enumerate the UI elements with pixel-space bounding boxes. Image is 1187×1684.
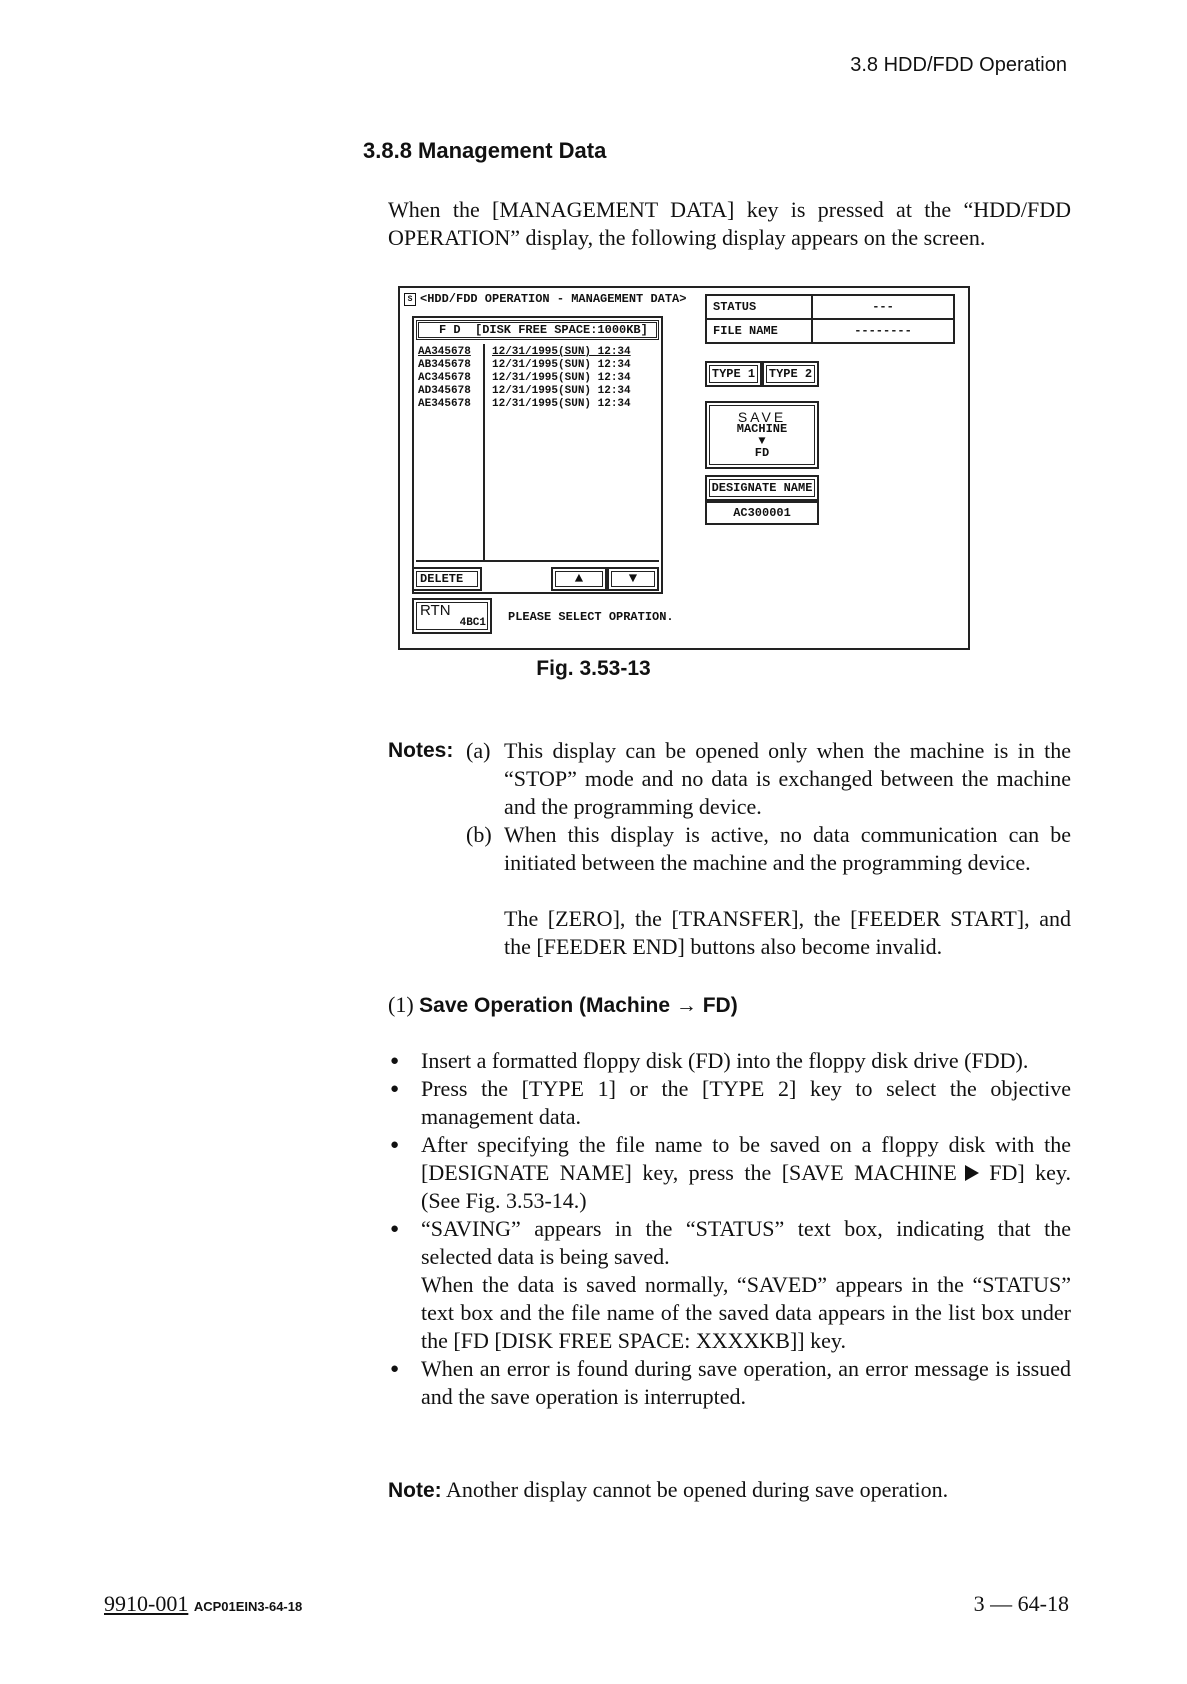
file-list-box: [412, 316, 663, 594]
list-item[interactable]: [416, 359, 631, 372]
file-date: 12/31/1995(SUN) 12:34: [492, 359, 631, 371]
save-fd-label: FD: [754, 446, 770, 460]
status-table: [705, 294, 955, 344]
bullet-4-continuation: When the data is saved normally, “SAVED” appears in the “STATUS” text box and the file name of the saved data appears in the list box under the [FD [DISK FREE SPACE: XXXXKB]] key.: [421, 1272, 1071, 1353]
status-value: ---: [812, 295, 954, 319]
file-list: [416, 346, 631, 411]
return-label: RTN: [420, 602, 451, 619]
fd-disk-free-space-button[interactable]: F D [DISK FREE SPACE:1000KB]: [416, 320, 659, 340]
note-a-text: This display can be opened only when the machine is in the “STOP” mode and no data is exchanged between the machine and the programming device.: [504, 738, 1071, 819]
file-date: 12/31/1995(SUN) 12:34: [492, 385, 631, 397]
file-name: AA345678: [418, 346, 471, 358]
file-name: AB345678: [418, 359, 471, 371]
figure-caption: Fig. 3.53-13: [536, 657, 651, 680]
management-data-screen: [398, 286, 970, 650]
scroll-down-button[interactable]: ▼: [607, 567, 659, 591]
note-b: [466, 821, 1071, 877]
file-date: 12/31/1995(SUN) 12:34: [492, 372, 631, 384]
bullet-3-text-end: FD] key. (See Fig. 3.53-14.): [421, 1160, 1071, 1213]
notes-label: Notes:: [388, 739, 454, 762]
running-header: 3.8 HDD/FDD Operation: [850, 54, 1067, 76]
operation-prompt: PLEASE SELECT OPRATION.: [508, 610, 674, 624]
arrow-down-icon: ▼: [758, 434, 766, 448]
file-name: AD345678: [418, 385, 471, 397]
file-date: 12/31/1995(SUN) 12:34: [492, 346, 631, 358]
final-note-text: Another display cannot be opened during save operation.: [445, 1477, 949, 1502]
type-2-button[interactable]: TYPE 2: [762, 361, 819, 387]
save-steps-list: [388, 1047, 1071, 1411]
file-date: 12/31/1995(SUN) 12:34: [492, 398, 631, 410]
list-item[interactable]: [416, 385, 631, 398]
screen-title-bar: [404, 292, 686, 306]
final-note-label: Note:: [388, 1479, 442, 1502]
list-item: ● When an error is found during save operation, an error message is issued and the save operation is interrupted.: [388, 1355, 1071, 1411]
final-note: [388, 1477, 948, 1503]
list-item: ● “SAVING” appears in the “STATUS” text box, indicating that the selected data is being saved.: [388, 1215, 1071, 1271]
save-operation-title: Save Operation (Machine → FD): [419, 994, 738, 1017]
list-bottom-divider: [416, 560, 659, 562]
type-1-button[interactable]: TYPE 1: [705, 361, 762, 387]
list-item: [388, 1131, 1071, 1215]
file-name-value: --------: [812, 319, 954, 343]
footer-doc-code: [104, 1591, 302, 1617]
return-button[interactable]: [412, 598, 492, 634]
bullet-3-text: After specifying the file name to be saved on a floppy disk with the [DESIGNATE NAME] key, press the [SAVE MACHINE: [421, 1132, 1071, 1185]
delete-button[interactable]: DELETE: [412, 567, 482, 591]
note-a: [466, 737, 1071, 821]
list-item[interactable]: [416, 372, 631, 385]
page-number: 3 — 64-18: [973, 1591, 1069, 1616]
status-label: STATUS: [706, 295, 812, 319]
section-title: 3.8.8 Management Data: [363, 138, 607, 163]
save-label: SAVE: [737, 409, 787, 425]
file-name-label: FILE NAME: [706, 319, 812, 343]
note-b-continuation: The [ZERO], the [TRANSFER], the [FEEDER START], and the [FEEDER END] buttons also become invalid.: [504, 906, 1071, 959]
note-a-tag: (a): [466, 738, 491, 763]
file-name: AE345678: [418, 398, 471, 410]
doc-subcode: ACP01EIN3-64-18: [193, 1599, 303, 1614]
list-item: ● Insert a formatted floppy disk (FD) into the floppy disk drive (FDD).: [388, 1047, 1071, 1075]
list-item[interactable]: [416, 346, 631, 359]
return-sublabel: 4BC1: [459, 617, 486, 629]
file-name: AC345678: [418, 372, 471, 384]
designate-name-button[interactable]: DESIGNATE NAME: [705, 475, 819, 501]
note-b-tag: (b): [466, 822, 492, 847]
triangle-right-icon: [965, 1165, 979, 1181]
intro-paragraph: When the [MANAGEMENT DATA] key is pressed at the “HDD/FDD OPERATION” display, the following display appears on the screen.: [388, 197, 1071, 250]
list-item[interactable]: [416, 398, 631, 411]
save-operation-heading: [388, 992, 738, 1018]
doc-code: 9910-001: [104, 1591, 189, 1616]
scroll-up-button[interactable]: ▲: [551, 567, 607, 591]
screen-title: <HDD/FDD OPERATION - MANAGEMENT DATA>: [420, 292, 687, 306]
save-operation-number: (1): [388, 992, 414, 1017]
note-b-text: When this display is active, no data communication can be initiated between the machine and the programming device.: [504, 822, 1071, 875]
save-machine-to-fd-button[interactable]: [705, 401, 819, 469]
save-machine-label: MACHINE: [736, 422, 788, 436]
designated-name-field: AC300001: [705, 501, 819, 525]
list-item: ● Press the [TYPE 1] or the [TYPE 2] key to select the objective management data.: [388, 1075, 1071, 1131]
screen-badge-icon: S: [404, 293, 416, 306]
